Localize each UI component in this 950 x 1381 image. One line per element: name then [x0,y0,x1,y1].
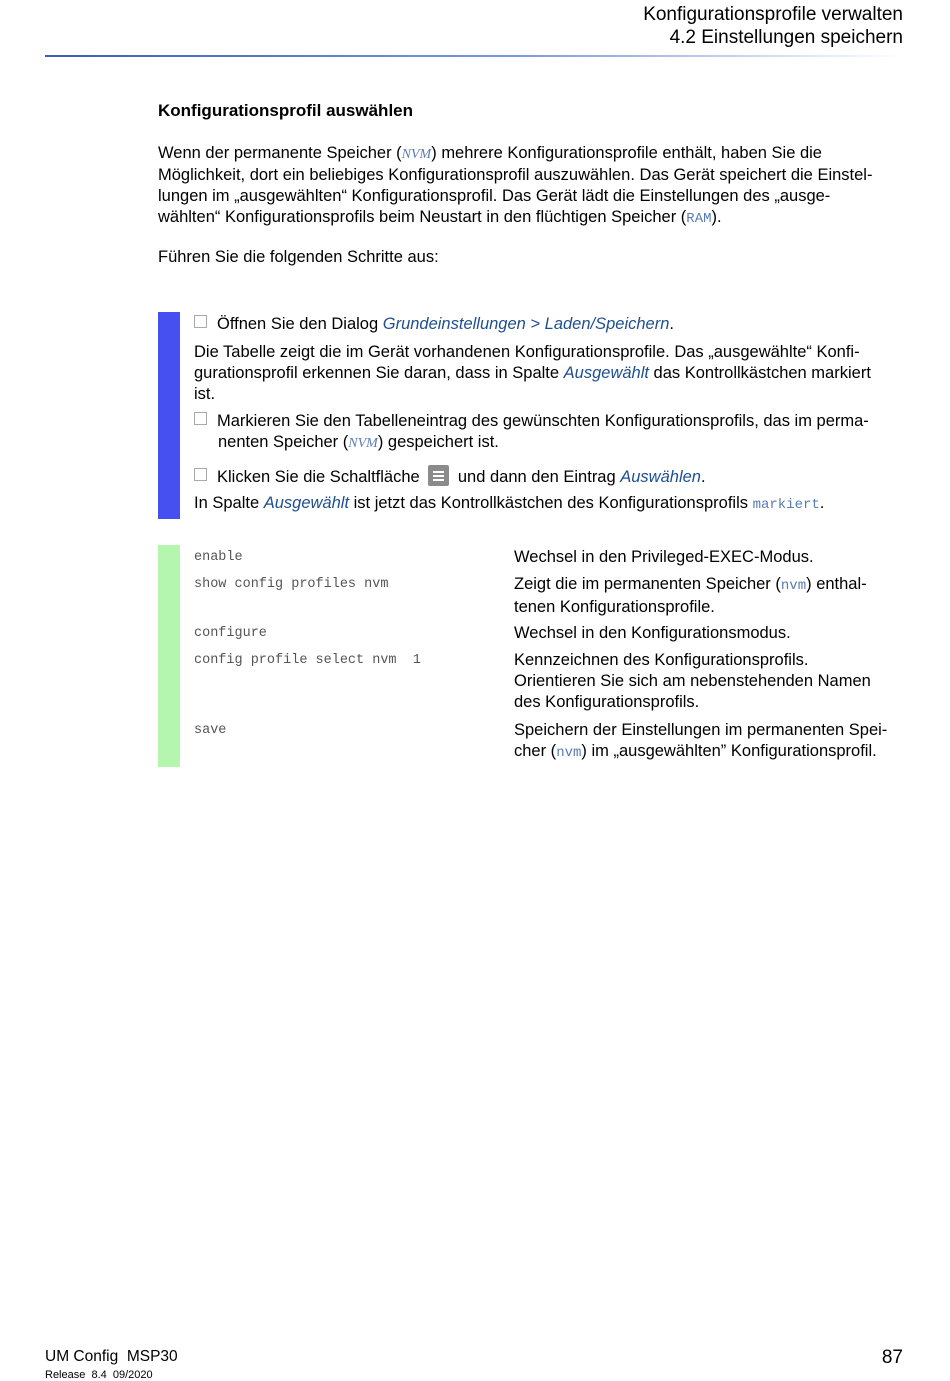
gui-note-2 [194,493,904,516]
text: Möglichkeit, dort ein beliebiges Konfigurationsprofil auszuwählen. Das Gerät speichert die Einstel- [158,166,873,184]
text: Markieren Sie den Tabelleneintrag des gewünschten Konfigurationsprofils, das im perma- [217,412,869,430]
text: das Kontrollkästchen markiert [648,364,871,382]
cli-description: Wechsel in den Konfigurationsmodus. [514,624,791,642]
ram-term: RAM [686,211,712,227]
text: cher ( [514,742,557,760]
text: wählten“ Konfigurationsprofils beim Neustart in den flüchtigen Speicher ( [158,208,687,226]
dialog-link[interactable]: Grundeinstellungen > Laden/Speichern [382,315,670,333]
cli-command: enable [194,550,243,565]
text: nenten Speicher ( [218,433,349,451]
text: Zeigt die im permanenten Speicher ( [514,575,781,593]
text: ) gespeichert ist. [377,433,499,451]
gui-steps-bar [158,312,180,519]
text: ist. [194,385,216,403]
gui-step-2 [194,411,904,454]
text: des Konfigurationsprofils. [514,693,700,711]
steps-intro: Führen Sie die folgenden Schritte aus: [158,248,439,266]
column-name: Ausgewählt [563,364,649,382]
text: . [819,494,825,512]
column-name: Ausgewählt [263,494,350,512]
text: lungen im „ausgewählten“ Konfigurationsprofil. Das Gerät lädt die Einstellungen des „ausge- [158,187,831,205]
checkbox-icon [194,412,207,425]
nvm-term: NVM [348,436,378,451]
text: ). [711,208,722,226]
header-rule [45,55,903,57]
text: tenen Konfigurationsprofile. [514,598,715,616]
menu-icon[interactable] [428,465,449,486]
gui-step-1 [194,314,904,335]
footer-release: Release 8.4 09/2020 [45,1369,153,1381]
cli-command: show config profiles nvm [194,577,389,592]
page-number: 87 [881,1347,903,1368]
text: Klicken Sie die Schaltfläche [217,468,425,486]
nvm-term: NVM [401,147,432,162]
header-chapter: Konfigurationsprofile verwalten [643,4,903,25]
cli-command: config profile select nvm 1 [194,653,421,668]
footer-document-title: UM Config MSP30 [45,1348,178,1365]
header-section: 4.2 Einstellungen speichern [669,27,903,48]
text: gurationsprofil erkennen Sie daran, dass in Spalte [194,364,564,382]
cli-description [514,574,906,618]
cli-description: Wechsel in den Privileged-EXEC-Modus. [514,548,814,566]
cli-command: configure [194,626,267,641]
gui-step-3 [194,465,904,488]
text: Die Tabelle zeigt die im Gerät vorhandenen Konfigurationsprofile. Das „ausgewählte“ Konfi- [194,343,860,361]
section-title: Konfigurationsprofil auswählen [158,101,414,120]
intro-paragraph [158,143,906,230]
menu-entry-link[interactable]: Auswählen [620,468,701,486]
text: Kennzeichnen des Konfigurationsprofils. [514,651,809,669]
state-term: markiert [752,497,820,513]
text: ist jetzt das Kontrollkästchen des Konfigurationsprofils [349,494,753,512]
gui-note-1 [194,342,904,405]
text: und dann den Eintrag [453,468,621,486]
text: Orientieren Sie sich am nebenstehenden Namen [514,672,871,690]
text: ) im „ausgewählten” Konfigurationsprofil. [581,742,877,760]
text: Wenn der permanente Speicher ( [158,144,402,162]
checkbox-icon [194,315,207,328]
text: . [669,315,674,333]
cli-command: save [194,723,227,738]
cli-description [514,720,906,764]
text: ) enthal- [806,575,867,593]
text: Speichern der Einstellungen im permanenten Spei- [514,721,888,739]
nvm-term: nvm [556,745,582,761]
nvm-term: nvm [780,578,807,594]
cli-description [514,650,906,713]
text: In Spalte [194,494,264,512]
text: Öffnen Sie den Dialog [217,315,383,333]
text: ) mehrere Konfigurationsprofile enthält, haben Sie die [431,144,822,162]
cli-bar [158,545,180,767]
checkbox-icon [194,468,207,481]
text: . [700,468,706,486]
